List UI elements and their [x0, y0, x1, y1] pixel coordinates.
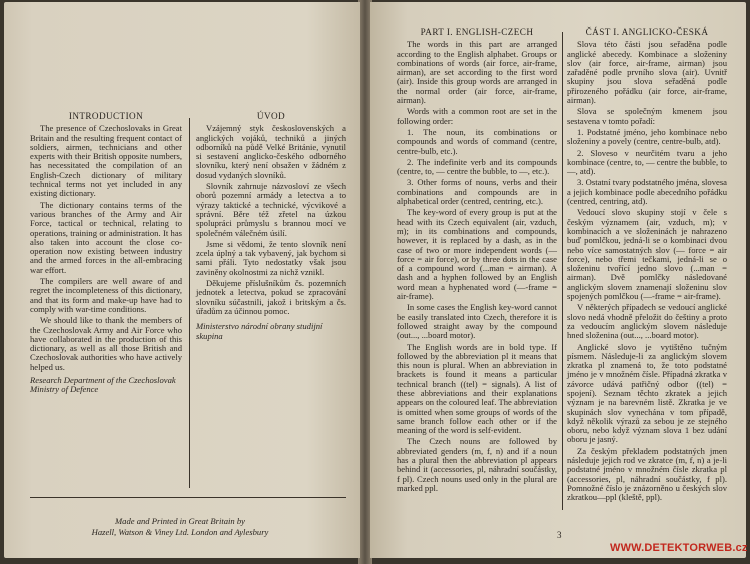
introduction-column: [30, 112, 182, 397]
part-en-paragraph: The English words are in bold type. If followed by the abbreviation pl it means that this noun is plural. When an abbreviation in brackets is found it means a particular technical branch ((tel) = signals). A list of these abbreviations and their explanations appears on the coloured leaf. The abbreviation is omitted when some groups of words of the same branch follow each other or if the meaning of the word is self-evident.: [397, 341, 557, 436]
part-cz-paragraph: 1. Podstatné jméno, jeho kombinace nebo složeniny a povely (centre, centre-bulb, atd).: [567, 126, 727, 147]
column-divider: [562, 32, 563, 510]
part-cz-paragraph: 2. Sloveso v neurčitém tvaru a jeho kombinace (centre, to, — centre the bubble, to —, atd).: [567, 147, 727, 177]
introduction-signature: Research Department of the Czechoslovak Ministry of Defence: [30, 375, 176, 395]
part-en-paragraph: 1. The noun, its combinations or compounds and words of command (centre, centre-bulb, etc.).: [397, 126, 557, 156]
part-cz-paragraph: Vedoucí slovo skupiny stojí v čele s českým významem (air, vzduch, m); v kombinacích a ve složeninách je nahrazeno buď pomlčkou, jedná-li se o kombinaci dvou nebo více samostatných slov (— force = air force), nebo třemi tečkami, jedná-li se o složeninu tvořící jedno slovo (...man = airman). Dvě pomlčky následované anglickým slovem znamenají složeninu slov spojených pomlčkou (—-frame = air-frame).: [567, 207, 727, 302]
introduction-heading: INTRODUCTION: [68, 111, 144, 121]
imprint-rule: [30, 497, 346, 498]
part-en-paragraph: The key-word of every group is put at the head with its Czech equivalent (air, vzduch, m); in its combinations and compounds, however, it is replaced by a dash, as in the case of two or more independent words (— force = air force), or by three dots in the case of a compound word (...man = airman). A dash and a hyphen followed by an English word mean a hyphenated word (—-frame = air-frame).: [397, 207, 557, 302]
part-en-paragraph: 3. Other forms of nouns, verbs and their combinations and compounds are in alphabetical order (centred, centring, etc.).: [397, 177, 557, 207]
printer-imprint: [60, 516, 300, 538]
part-cz-paragraph: 3. Ostatní tvary podstatného jména, slovesa a jejich kombinace podle abecedního pořádku (centred, centring, atd).: [567, 177, 727, 207]
part-en-paragraph: Words with a common root are set in the following order:: [397, 106, 557, 126]
introduction-paragraph: The presence of Czechoslovaks in Great Britain and the resulting frequent contact of soldiers, airmen, technicians and other experts with their British opposite numbers, has necessitated the compilation of an English-Czech dictionary of military technical terms not yet included in any existing dictionary.: [30, 123, 182, 199]
uvod-signature: Ministerstvo národní obrany studijní skupina: [196, 321, 323, 341]
part-cz-paragraph: Slova se společným kmenem jsou sestavena v tomto pořadí:: [567, 106, 727, 126]
part-en-paragraph: 2. The indefinite verb and its compounds (centre, to, — centre the bubble, to —, etc.).: [397, 156, 557, 177]
uvod-column: [196, 112, 346, 343]
part-cz-paragraph: V některých případech se vedoucí anglické slovo nedá vhodně přeložit do češtiny a proto za vedoucím anglickým slovem následuje hned složenina (out..., ...board motor).: [567, 302, 727, 341]
part-cz-paragraph: Za českým překladem podstatných jmen následuje jejich rod ve zkratce (m, f, n) a je-li podstatné jméno v množném čísle zkratka pl (accessories, pl, náhradní součástky, f pl). Pomnožné číslo je znázorněno u českých slov zkratkou—ppl (kleště, ppl).: [567, 445, 727, 503]
part-cz-heading: ČÁST I. ANGLICKO-ČESKÁ: [585, 27, 709, 37]
introduction-paragraph: We should like to thank the members of the Czechoslovak Army and Air Force who have collaborated in the production of this dictionary, as well as all those British and Czechoslovak authorities who have actively helped us.: [30, 315, 182, 372]
site-watermark: WWW.DETEKTORWEB.cz: [610, 542, 748, 554]
part-en-heading: PART I. ENGLISH-CZECH: [420, 27, 534, 37]
imprint-line: Hazell, Watson & Viney Ltd. London and Aylesbury: [91, 527, 269, 537]
page-number: 3: [557, 530, 562, 540]
introduction-paragraph: The dictionary contains terms of the various branches of the Army and Air Force, tactical or technical, relating to operations, training or administration. It has also taken into account the close co-operation now existing between industry and the armed forces in the all-embracing war effort.: [30, 199, 182, 275]
introduction-paragraph: The compilers are well aware of and regret the incompleteness of this dictionary, and that its form and make-up have had to comply with war-time conditions.: [30, 276, 182, 314]
imprint-line: Made and Printed in Great Britain by: [114, 516, 245, 526]
anglicko-ceska-column: [567, 28, 727, 505]
english-czech-column: [397, 28, 557, 495]
part-en-paragraph: The words in this part are arranged according to the English alphabet. Groups or combinations of words (air force, air-frame, airman), are set according to the first word (air). Inside this group words are arranged in the normal order (air force, air-frame, airman).: [397, 39, 557, 106]
column-divider: [189, 118, 190, 488]
part-cz-paragraph: Anglické slovo je vytištěno tučným písmem. Následuje-li za anglickým slovem zkratka pl znamená to, že toto podstatné jméno je v množném čísle. Případná zkratka v závorce udává patřičný odbor ((tel) = spojení). Seznam těchto zkratek a jejich význam je na barevném listě. Zkratka je ve skupinách slov vynechána v tom případě, když několik výrazů za sebou je ze stejného oboru, nebo když význam slova 1 bez udání oboru je jasný.: [567, 341, 727, 445]
uvod-paragraph: Děkujeme příslušníkům čs. pozemních jednotek a letectva, pokud se zpracování slovníku súčastnili, jakož i britským a čs. úřadům za účinnou pomoc.: [196, 278, 346, 316]
part-en-paragraph: In some cases the English key-word cannot be easily translated into Czech, therefore it is followed straight away by the compound (out..., ...board motor).: [397, 302, 557, 341]
uvod-paragraph: Slovník zahrnuje názvosloví ze všech oborů pozemní armády a letectva a to výrazy taktické a technické, výcvikové a správní. Běre též zřetel na úzkou spolupráci průmyslu s brannou mocí ve společném válečném úsilí.: [196, 181, 346, 238]
part-cz-paragraph: Slova této části jsou seřaděna podle anglické abecedy. Kombinace a složeniny slov (air force, air-frame, airman) jsou zařaděné podle prvního slova (air). Uvnitř skupiny jsou slova seřaděná podle přirozeného pořádku (air force, air-frame, airman).: [567, 39, 727, 106]
part-en-paragraph: The Czech nouns are followed by abbreviated genders (m, f, n) and if a noun has a plural then the abbreviation pl appears behind it (accessories, pl, náhradní součástky, f pl). Czech nouns used only in the plural are marked ppl.: [397, 436, 557, 493]
uvod-heading: ÚVOD: [256, 111, 286, 121]
uvod-paragraph: Vzájemný styk československých a anglických vojáků, techniků a jiných odborníků na půdě Velké Británie, vynutil si sestavení anglicko-českého odborného slovníku, který není obsažen v žádném z dosud vydaných slovníků.: [196, 123, 346, 180]
uvod-paragraph: Jsme si vědomi, že tento slovník není zcela úplný a tak vybavený, jak bychom si sami přáli. Tyto nedostatky však jsou zaviněny okolnostmi za nichž vznikl.: [196, 238, 346, 277]
